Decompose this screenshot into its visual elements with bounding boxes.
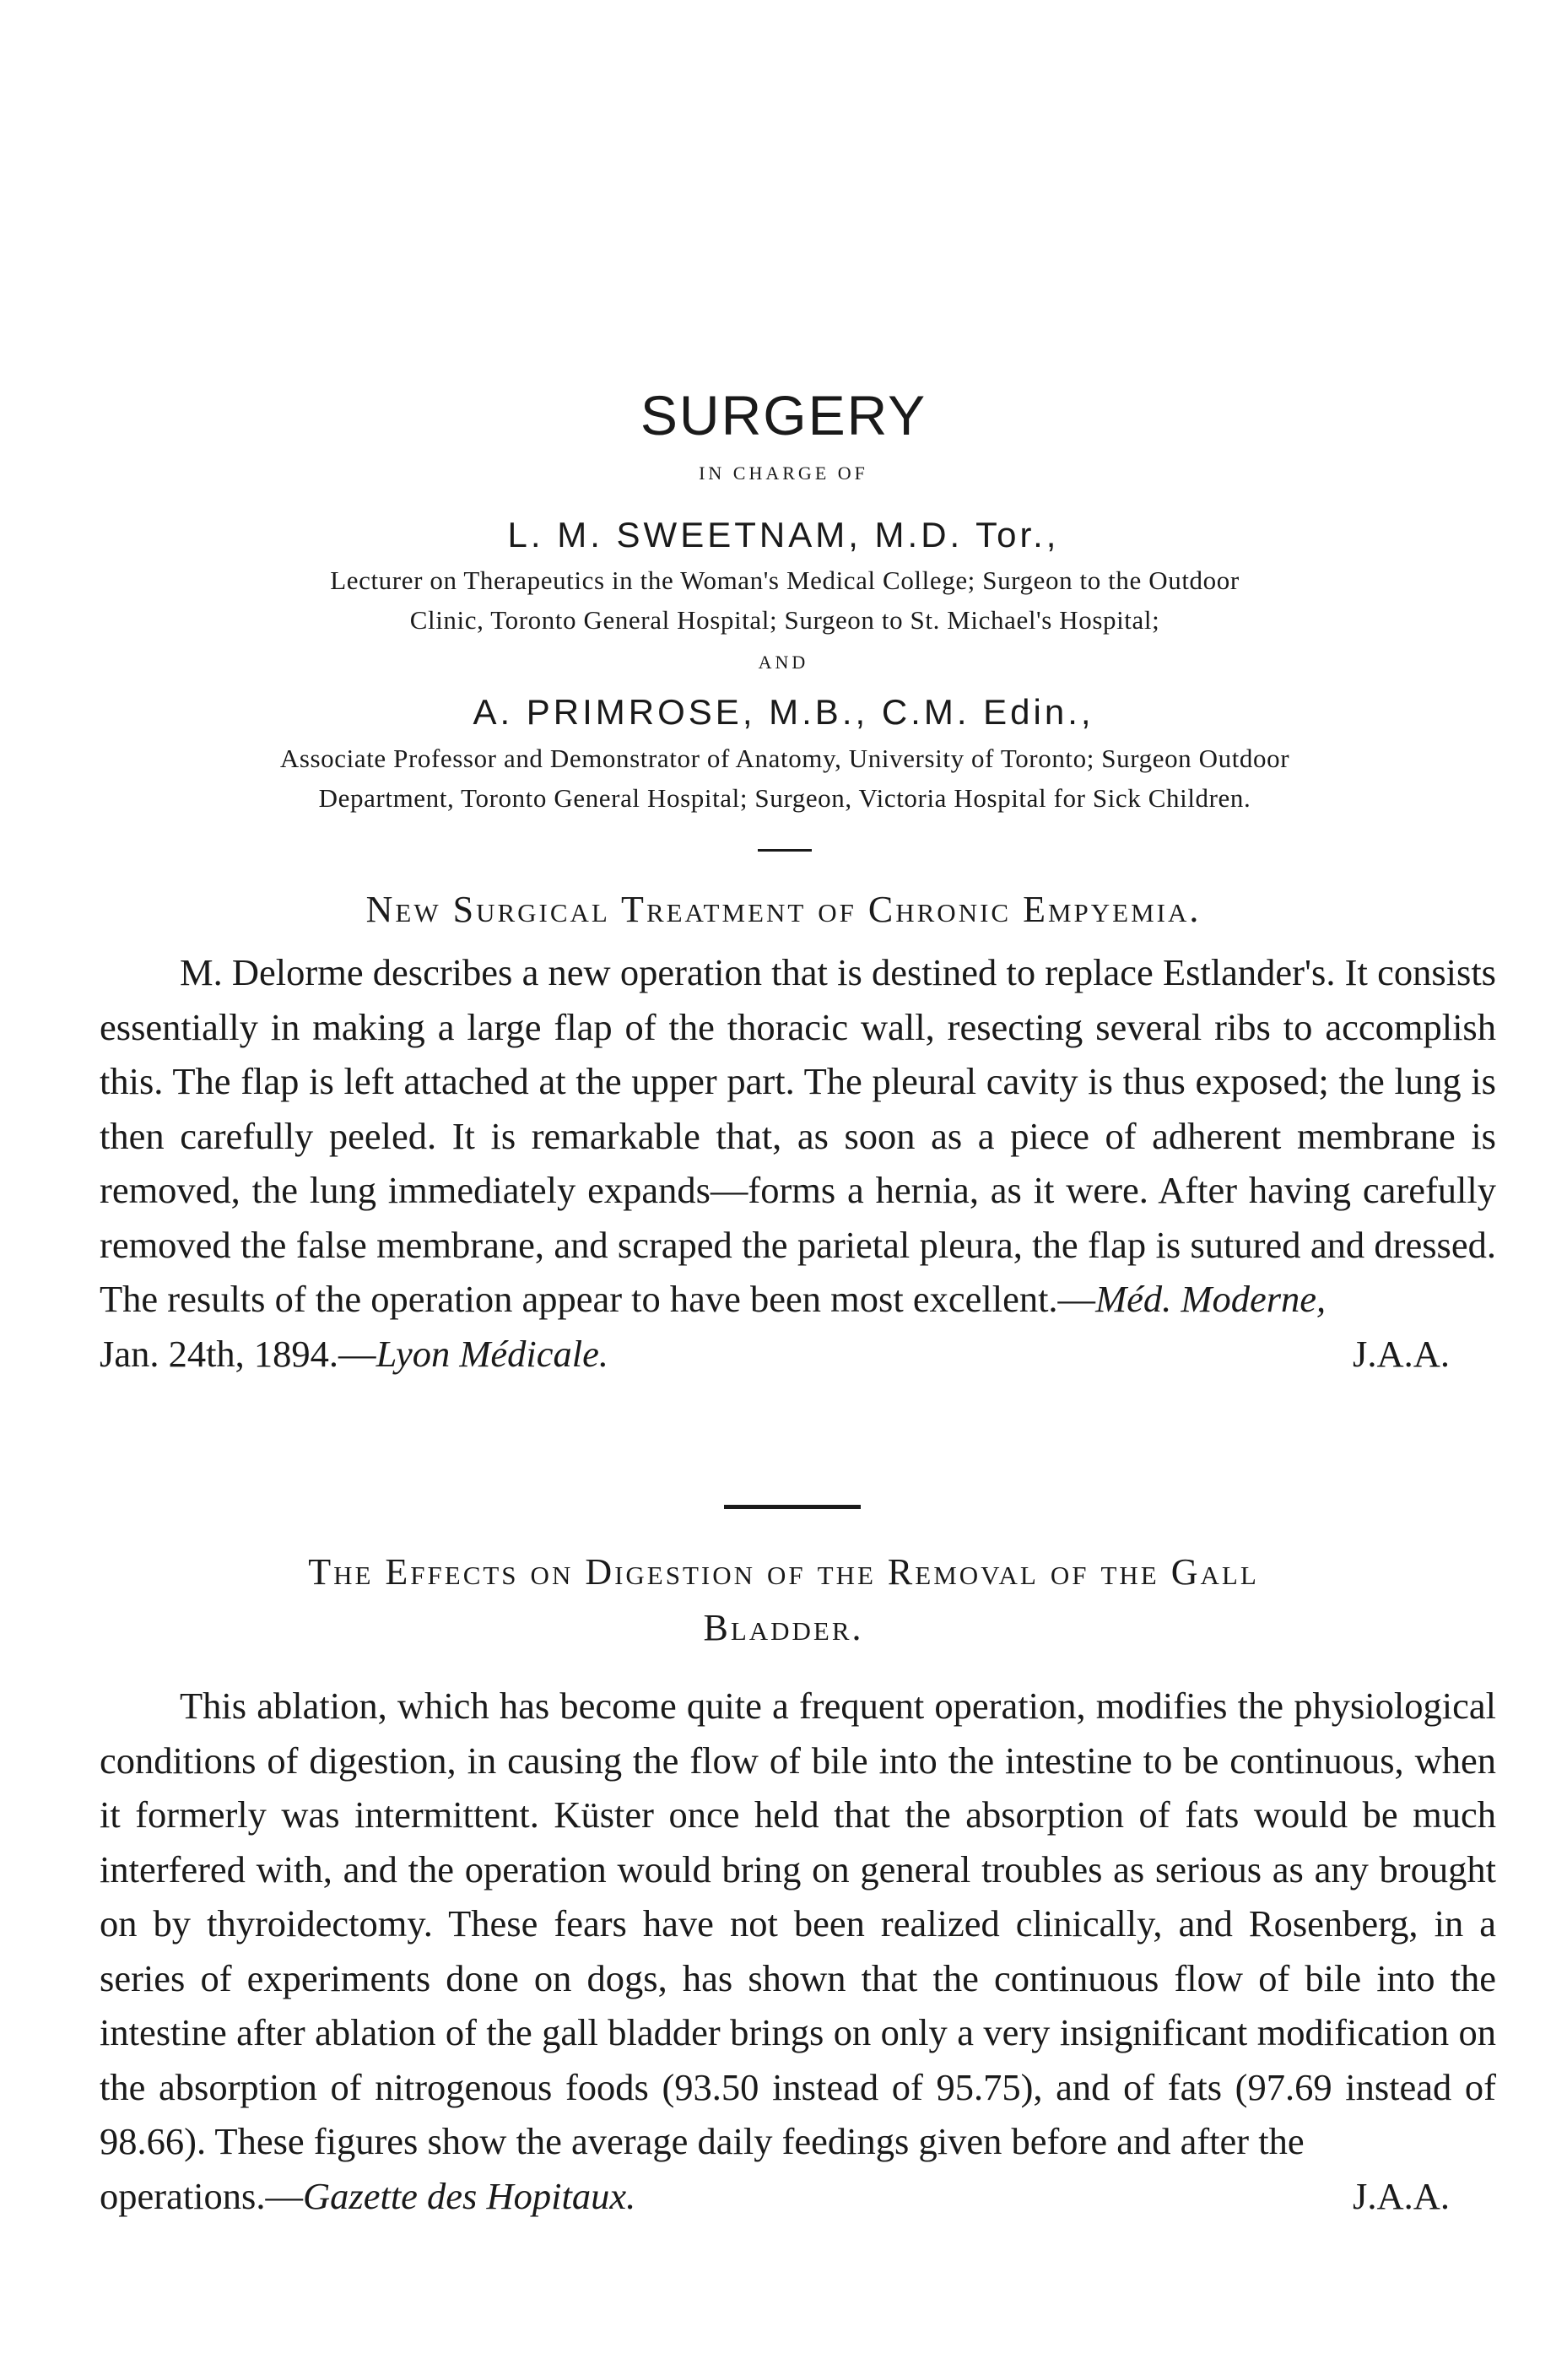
article-body-gall-bladder: [100, 1679, 1496, 2223]
citation-ref: [100, 1327, 608, 1382]
and-label: AND: [758, 652, 809, 673]
citation-ref: [100, 2169, 635, 2224]
article-paragraph: This ablation, which has become quite a frequent operation, modifies the physiological conditions of digestion, in causing the flow of bile into the intestine to be continuous, when it formerly was intermittent. Küster once held that the absorption of fats would be much interfered with, and the operation would bring on general troubles as serious as any brought on by thyroidectomy. These fears have not been realized clinically, and Rosenberg, in a series of experiments done on dogs, has shown that the continuous flow of bile into the intestine after ablation of the gall bladder brings on only a very insignificant modification on the absorption of nitrogenous foods (93.50 instead of 95.75), and of fats (97.69 instead of 98.66). These figures show the average daily feedings given before and after the: [100, 1685, 1496, 2162]
article-title-line: The Effects on Digestion of the Removal of the Gall: [308, 1551, 1259, 1593]
editor-desc-line: Lecturer on Therapeutics in the Woman's Medical College; Surgeon to the Outdoor: [330, 565, 1240, 595]
section-title: SURGERY: [640, 384, 927, 446]
article-title-empyemia: New Surgical Treatment of Chronic Empyemia.: [365, 889, 1202, 930]
source-citation: Gazette des Hopitaux.: [303, 2174, 636, 2217]
divider-rule: [724, 1505, 861, 1509]
citation-text: operations.—: [100, 2174, 303, 2217]
editor-name-primrose: A. PRIMROSE, M.B., C.M. Edin.,: [473, 692, 1094, 732]
in-charge-of-label: IN CHARGE OF: [699, 462, 868, 484]
signature-line: [100, 2169, 1496, 2224]
editor-name-sweetnam: L. M. SWEETNAM, M.D. Tor.,: [507, 515, 1060, 554]
signature-line: [100, 1327, 1496, 1382]
editor-desc-line: Clinic, Toronto General Hospital; Surgeon to St. Michael's Hospital;: [409, 605, 1160, 635]
article-body-empyemia: [100, 945, 1496, 1381]
citation-date: Jan. 24th, 1894.—: [100, 1332, 376, 1375]
editor-desc-line: Department, Toronto General Hospital; Surgeon, Victoria Hospital for Sick Children.: [318, 783, 1251, 813]
article-title-gall-bladder: [110, 1544, 1457, 1656]
article-title-line: Bladder.: [703, 1607, 864, 1648]
divider-short: [758, 849, 812, 852]
editor-desc-line: Associate Professor and Demonstrator of Anatomy, University of Toronto; Surgeon Outdoor: [279, 744, 1290, 773]
source-citation: Lyon Médicale.: [376, 1332, 609, 1375]
editor-desc-primrose: [152, 738, 1418, 818]
editor-desc-sweetnam: [181, 560, 1388, 640]
source-citation: Méd. Moderne,: [1095, 1278, 1327, 1320]
author-initials: J.A.A.: [1353, 1332, 1450, 1375]
author-initials: J.A.A.: [1353, 2174, 1450, 2217]
article-paragraph: [100, 945, 1496, 1327]
article-text: M. Delorme describes a new operation that is destined to replace Estlander's. It consists essentially in making a large flap of the thoracic wall, resecting several ribs to accomplish this. The flap is left attached at the upper part. The pleural cavity is thus exposed; the lung is then carefully peeled. It is remarkable that, as soon as a piece of adherent membrane is removed, the lung immediately expands—forms a hernia, as it were. After having carefully removed the false membrane, and scraped the parietal pleura, the flap is sutured and dressed. The results of the operation appear to have been most excellent.—: [100, 951, 1496, 1320]
